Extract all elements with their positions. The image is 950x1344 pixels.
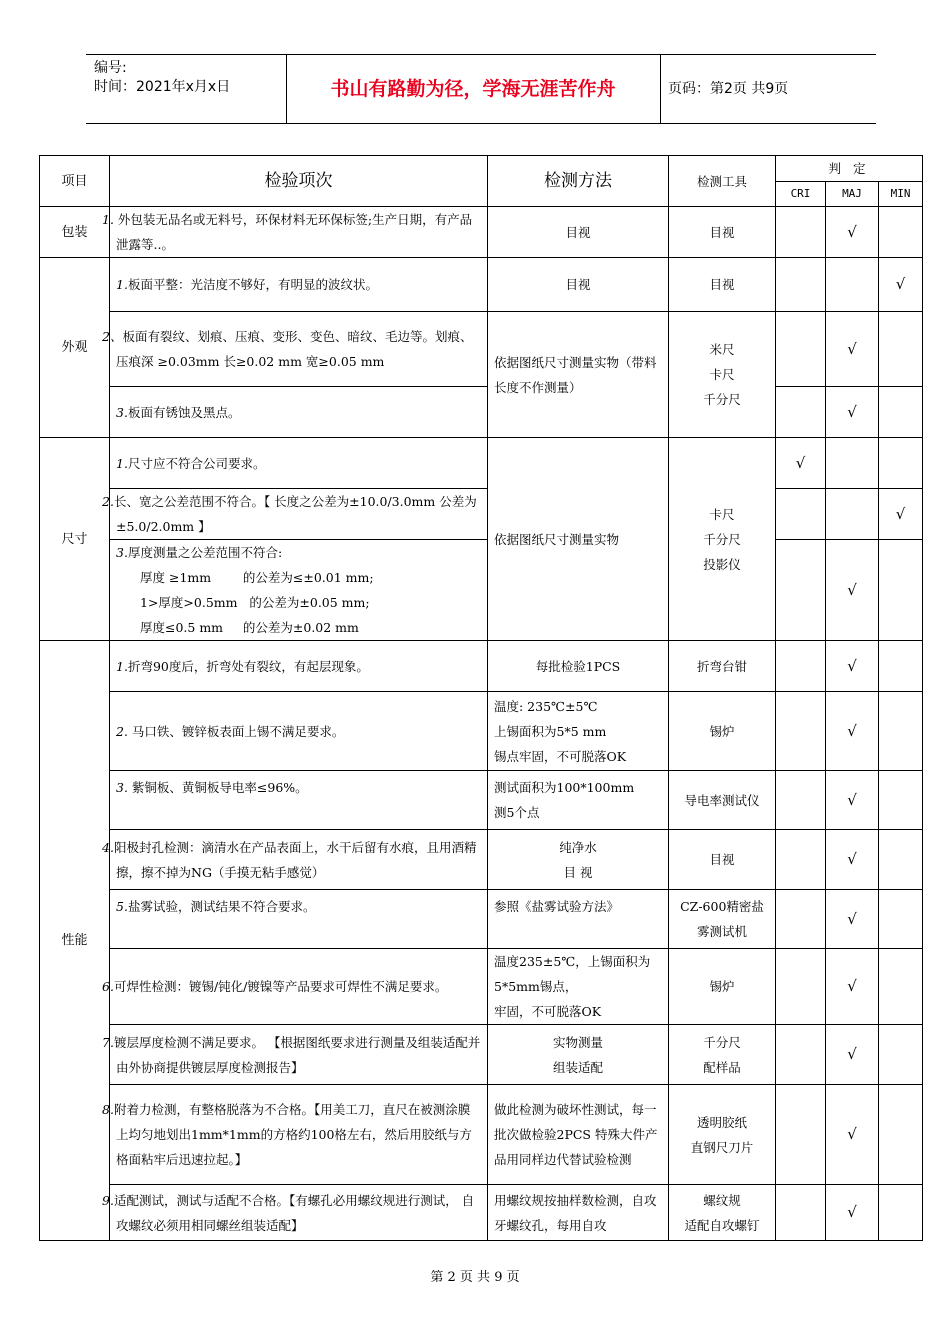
tool-cell — [669, 438, 776, 641]
method-line: 测试面积为100*100mm — [494, 780, 635, 795]
min-cell — [879, 692, 923, 771]
cri-cell — [776, 692, 826, 771]
table-row-item — [102, 312, 488, 387]
method-cell: 依据图纸尺寸测量实物 — [488, 438, 669, 641]
item-text: 长、宽之公差范围不符合。【 长度之公差为±10.0/3.0mm 公差为 ±5.0/2.0mm 】 — [113, 494, 477, 534]
min-cell — [879, 641, 923, 692]
table-row-item — [110, 258, 488, 312]
item-text: 外包装无品名或无料号，环保材料无环保标签;生产日期，有产品泄露等..。 — [116, 212, 473, 252]
tolerance-line: 厚度≤0.5 mm 的公差为±0.02 mm — [140, 620, 359, 635]
item-number: 5. — [116, 899, 128, 914]
tool-cell: 目视 — [669, 207, 776, 258]
item-number: 1. — [116, 455, 128, 471]
method-cell: 做此检测为破坏性测试，每一批次做检验2PCS 特殊大件产品用同样边代替试验检测 — [488, 1085, 669, 1185]
cri-cell — [776, 890, 826, 949]
item-number: 2. — [102, 494, 114, 509]
item-text: 可焊性检测：镀锡/钝化/镀镍等产品要求可焊性不满足要求。 — [113, 979, 448, 994]
table-row-item — [102, 830, 488, 890]
maj-check: √ — [826, 890, 879, 949]
inspection-table — [39, 155, 923, 1241]
tool-line: 配样品 — [703, 1059, 741, 1075]
item-text: 厚度测量之公差范围不符合: — [127, 545, 283, 560]
maj-check: √ — [826, 1025, 879, 1085]
item-text: 板面有锈蚀及黑点。 — [127, 404, 241, 420]
item-number: 6. — [102, 979, 114, 994]
tool-line: 螺纹规 — [703, 1192, 741, 1208]
page-footer: 第 2 页 共 9 页 — [430, 1270, 520, 1285]
maj-check: √ — [826, 949, 879, 1025]
item-number: 2、 — [102, 329, 123, 344]
min-check: √ — [879, 489, 923, 540]
table-row-item — [110, 890, 488, 949]
item-text: 板面有裂纹、划痕、压痕、变形、变色、暗纹、毛边等。划痕、压痕深 ≥0.03mm 长≥0.02 mm 宽≥0.05 mm — [116, 329, 473, 369]
item-text: 尺寸应不符合公司要求。 — [127, 455, 266, 471]
item-text: 板面平整：光洁度不够好，有明显的波纹状。 — [127, 277, 378, 292]
header-meta — [94, 59, 230, 97]
table-row-item — [102, 1025, 488, 1085]
cri-cell — [776, 771, 826, 830]
min-cell — [879, 438, 923, 489]
table-row-item — [110, 692, 488, 771]
item-number: 1. — [116, 658, 128, 674]
min-cell — [879, 540, 923, 641]
method-line: 温度: 235℃±5℃ — [494, 698, 598, 714]
cri-cell — [776, 387, 826, 438]
tool-cell: 折弯台钳 — [669, 641, 776, 692]
tool-line: 卡尺 — [709, 506, 735, 522]
method-line: 测5个点 — [494, 805, 540, 820]
method-line: 牢固，不可脱落OK — [494, 1004, 602, 1019]
table-row-item — [102, 1085, 488, 1185]
method-line: 组装适配 — [552, 1059, 603, 1075]
item-text: 阳极封孔检测：滴清水在产品表面上，水干后留有水痕，且用酒精擦，擦不掉为NG（手摸无粘手感觉） — [113, 839, 477, 880]
tool-cell: 锡炉 — [669, 692, 776, 771]
method-line: 实物测量 — [552, 1034, 603, 1050]
item-text: 马口铁、镀锌板表面上锡不满足要求。 — [127, 723, 345, 739]
cri-cell — [776, 1085, 826, 1185]
item-number: 3. — [116, 404, 128, 420]
header-page-number: 页码：第2页 共9页 — [668, 81, 789, 97]
tool-cell: 目视 — [669, 258, 776, 312]
tool-cell: 目视 — [669, 830, 776, 890]
min-cell — [879, 1185, 923, 1241]
method-cell: 目视 — [488, 258, 669, 312]
maj-cell — [826, 438, 879, 489]
method-cell — [488, 830, 669, 890]
category-size: 尺寸 — [40, 438, 110, 641]
method-cell — [488, 1185, 669, 1241]
cri-cell — [776, 949, 826, 1025]
tool-line: 投影仪 — [703, 556, 741, 572]
cri-cell — [776, 258, 826, 312]
min-check: √ — [879, 258, 923, 312]
maj-check: √ — [826, 387, 879, 438]
method-cell: 目视 — [488, 207, 669, 258]
item-text: 适配测试，测试与适配不合格。【有螺孔必用螺纹规进行测试， 自攻螺纹必须用相同螺丝组装适配】 — [113, 1192, 475, 1233]
item-number: 1. — [116, 277, 128, 292]
method-cell — [488, 692, 669, 771]
page-header — [86, 54, 876, 124]
table-row-item — [110, 540, 488, 641]
maj-check: √ — [826, 1185, 879, 1241]
min-cell — [879, 387, 923, 438]
method-cell: 依据图纸尺寸测量实物（带料长度不作测量） — [488, 312, 669, 438]
table-row-item — [110, 438, 488, 489]
min-cell — [879, 1025, 923, 1085]
method-line: 纯净水 — [559, 839, 597, 855]
min-cell — [879, 949, 923, 1025]
item-number: 3. — [116, 780, 128, 795]
tool-line: 适配自攻螺钉 — [684, 1217, 760, 1233]
col-header-judge: 判 定 — [776, 156, 923, 182]
col-header-project: 项目 — [40, 156, 110, 207]
code-label: 编号: — [94, 60, 127, 76]
cri-cell — [776, 489, 826, 540]
tool-cell — [669, 1085, 776, 1185]
item-number: 1. — [102, 212, 114, 227]
maj-check: √ — [826, 771, 879, 830]
min-cell — [879, 207, 923, 258]
method-cell — [488, 771, 669, 830]
min-cell — [879, 1085, 923, 1185]
tool-cell — [669, 312, 776, 438]
tool-cell: CZ-600精密盐雾测试机 — [669, 890, 776, 949]
tool-cell: 锡炉 — [669, 949, 776, 1025]
table-row-item — [110, 771, 488, 830]
item-number: 8. — [102, 1102, 114, 1117]
item-text: 镀层厚度检测不满足要求。 【根据图纸要求进行测量及组装适配并由外协商提供镀层厚度检测报告】 — [113, 1034, 481, 1075]
table-row-item — [102, 949, 488, 1025]
col-header-cri: CRI — [776, 182, 826, 207]
item-number: 2. — [116, 723, 128, 739]
tool-line: 直钢尺刀片 — [690, 1139, 754, 1155]
maj-check: √ — [826, 692, 879, 771]
maj-check: √ — [826, 641, 879, 692]
cri-cell — [776, 540, 826, 641]
col-header-item: 检验项次 — [110, 156, 488, 207]
maj-check: √ — [826, 1085, 879, 1185]
tool-cell: 导电率测试仪 — [669, 771, 776, 830]
item-number: 3. — [116, 545, 128, 560]
tool-line: 卡尺 — [709, 367, 735, 382]
table-row-item — [102, 489, 488, 540]
min-cell — [879, 890, 923, 949]
category-packaging: 包装 — [40, 207, 110, 258]
item-text: 盐雾试验，测试结果不符合要求。 — [127, 899, 316, 914]
method-cell — [488, 1025, 669, 1085]
method-line: 上锡面积为5*5 mm — [494, 723, 607, 739]
item-text: 附着力检测，有整格脱落为不合格。【用美工刀，直尺在被测涂膜上均匀地划出1mm*1mm的方格约100格左右，然后用胶纸与方格面粘牢后迅速拉起。】 — [113, 1102, 472, 1167]
maj-check: √ — [826, 207, 879, 258]
col-header-tool: 检测工具 — [669, 156, 776, 207]
method-cell: 每批检验1PCS — [488, 641, 669, 692]
time-label: 时间：2021年x月x日 — [94, 79, 231, 95]
tolerance-line: 1>厚度>0.5mm 的公差为±0.05 mm; — [140, 595, 370, 610]
method-line: 锡点牢固，不可脱落OK — [494, 748, 627, 764]
tool-line: 透明胶纸 — [696, 1114, 747, 1130]
cri-cell — [776, 641, 826, 692]
cri-cell — [776, 1025, 826, 1085]
tool-cell — [669, 1025, 776, 1085]
min-cell — [879, 312, 923, 387]
cri-check: √ — [776, 438, 826, 489]
tool-line: 千分尺 — [703, 392, 741, 407]
maj-check: √ — [826, 312, 879, 387]
table-row-item — [102, 207, 488, 258]
item-text: 紫铜板、黄铜板导电率≤96%。 — [127, 780, 308, 795]
method-cell: 参照《盐雾试验方法》 — [488, 890, 669, 949]
min-cell — [879, 771, 923, 830]
item-number: 4. — [102, 839, 114, 855]
col-header-min: MIN — [879, 182, 923, 207]
method-line: 温度235±5℃，上锡面积为5*5mm锡点， — [494, 954, 651, 994]
col-header-method: 检测方法 — [488, 156, 669, 207]
cri-cell — [776, 207, 826, 258]
maj-cell — [826, 489, 879, 540]
table-row-item — [110, 387, 488, 438]
item-text: 折弯90度后，折弯处有裂纹，有起层现象。 — [127, 658, 369, 674]
category-performance: 性能 — [40, 641, 110, 1241]
tool-line: 米尺 — [709, 342, 735, 357]
table-row-item — [102, 1185, 488, 1241]
maj-cell — [826, 258, 879, 312]
tool-line: 千分尺 — [703, 1034, 741, 1050]
tool-line: 千分尺 — [703, 531, 741, 547]
cri-cell — [776, 830, 826, 890]
cri-cell — [776, 1185, 826, 1241]
maj-check: √ — [826, 830, 879, 890]
col-header-maj: MAJ — [826, 182, 879, 207]
tool-cell — [669, 1185, 776, 1241]
method-line: 目 视 — [563, 864, 593, 880]
item-number: 7. — [102, 1034, 114, 1050]
table-row-item — [110, 641, 488, 692]
item-number: 9. — [102, 1192, 114, 1208]
min-cell — [879, 830, 923, 890]
method-cell — [488, 949, 669, 1025]
tolerance-line: 厚度 ≥1mm 的公差为≤±0.01 mm; — [140, 570, 374, 585]
method-text: 用螺纹规按抽样数检测，自攻牙螺纹孔，每用自攻 — [494, 1192, 657, 1233]
maj-check: √ — [826, 540, 879, 641]
header-divider — [660, 55, 661, 123]
header-motto: 书山有路勤为径，学海无涯苦作舟 — [330, 78, 616, 100]
category-appearance: 外观 — [40, 258, 110, 438]
cri-cell — [776, 312, 826, 387]
